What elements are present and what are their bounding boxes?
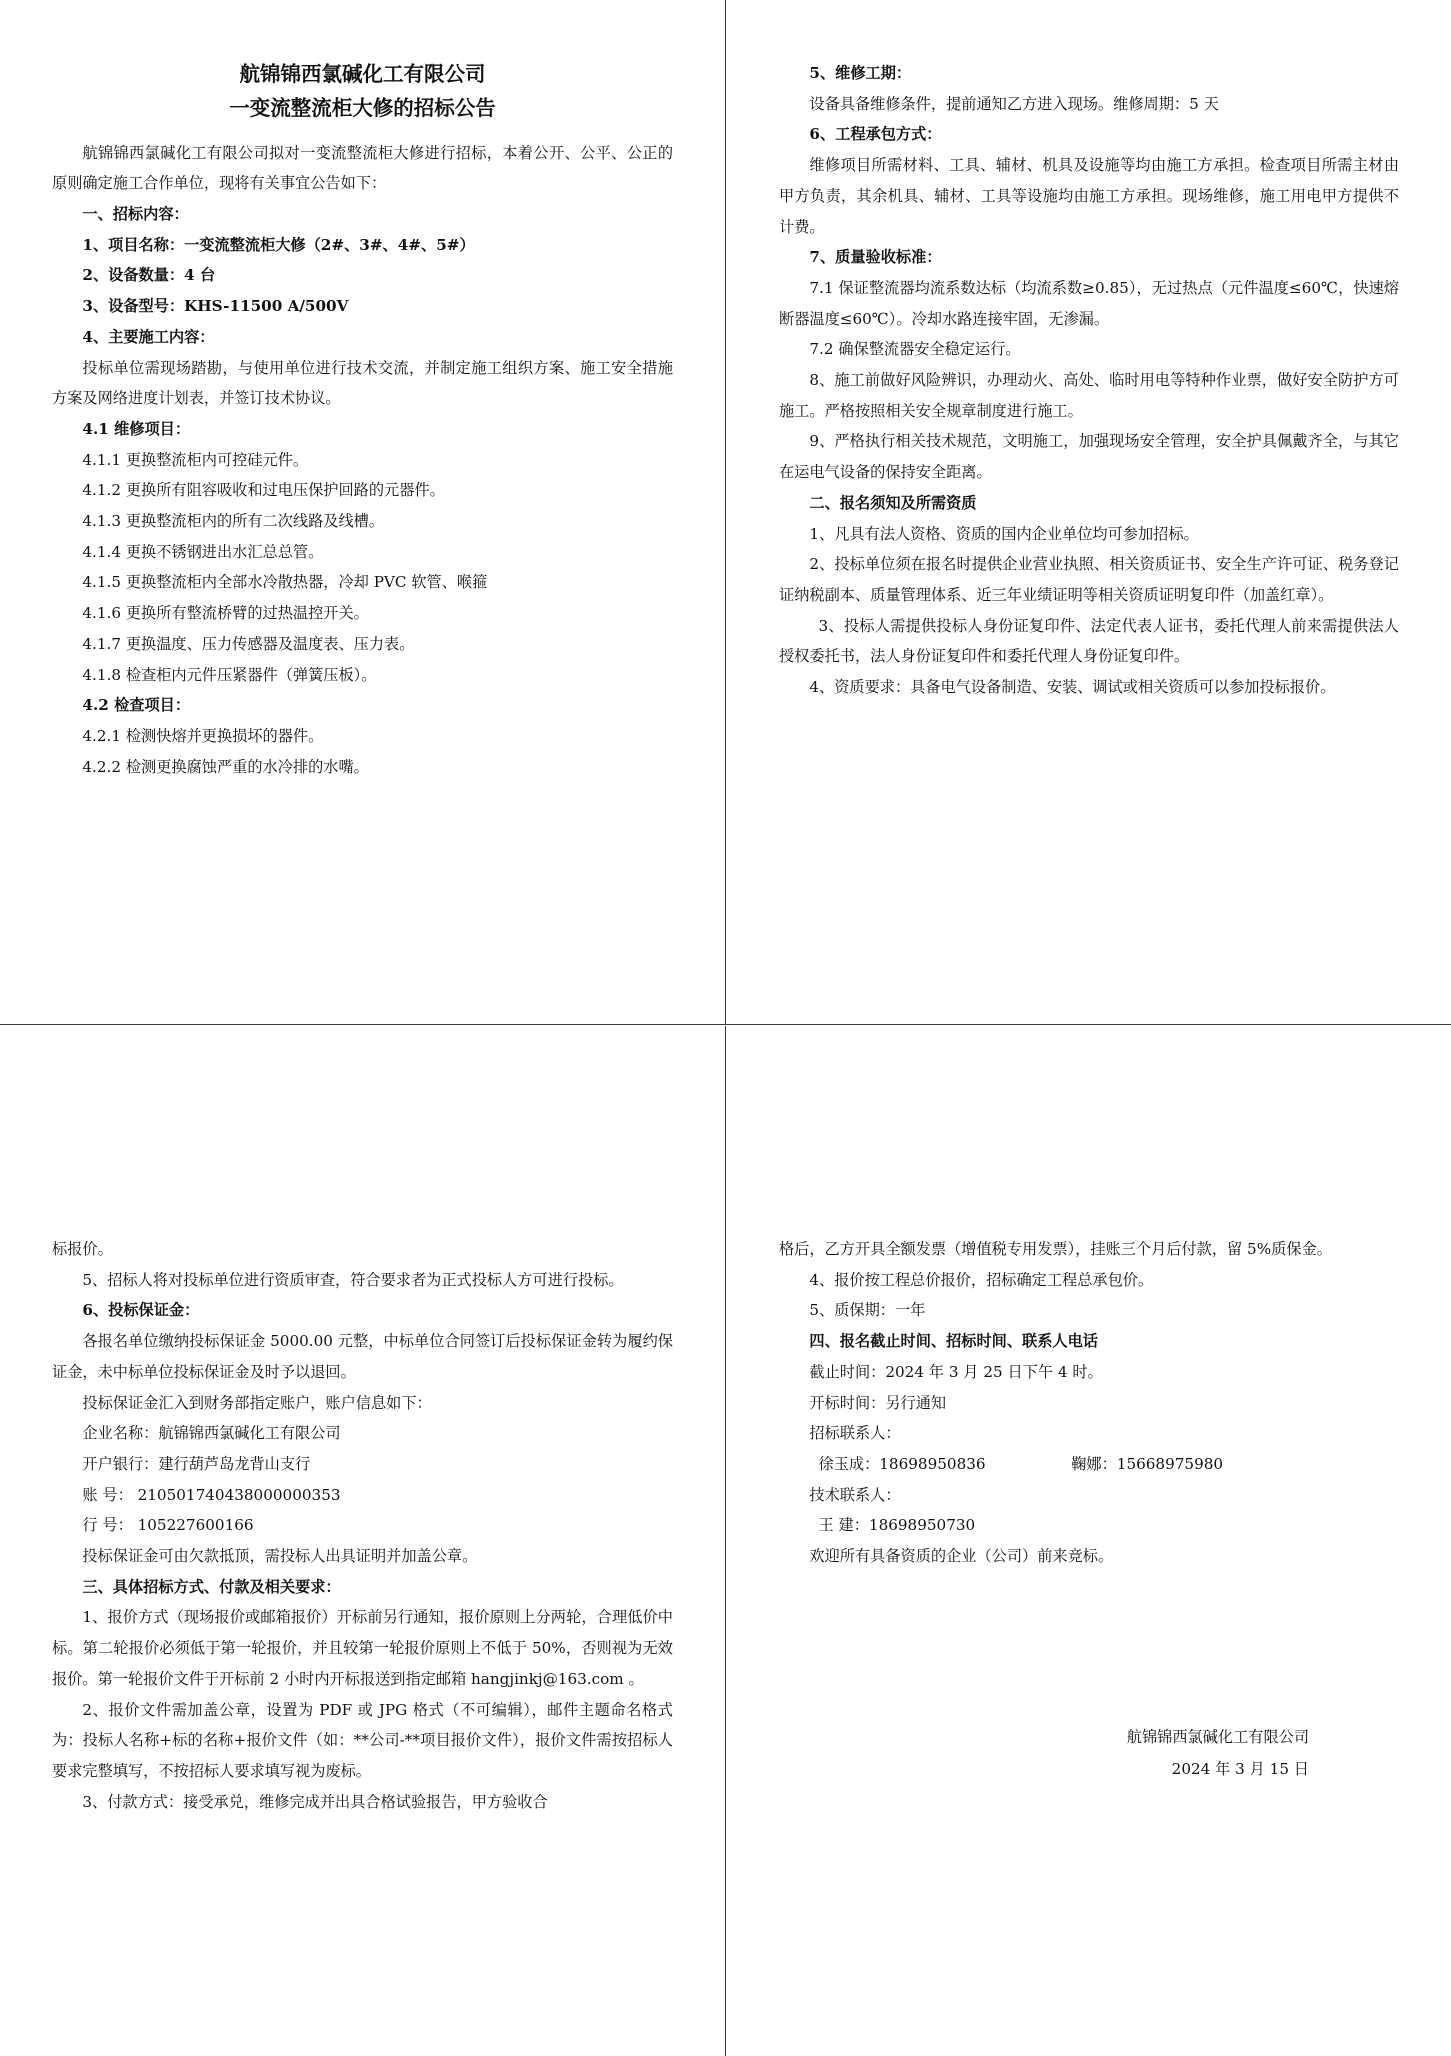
- page-2-left-body: [0, 1026, 725, 1817]
- contact-person-1: 徐玉成：18698950836: [818, 1454, 986, 1473]
- item-6-body: 维修项目所需材料、工具、辅材、机具及设施等均由施工方承担。检查项目所需主材由甲方负责，其余机具、辅材、工具等设施均由施工方承担。现场维修，施工用电甲方提供不计费。: [779, 156, 1399, 236]
- item-4-1-7: 4.1.7 更换温度、压力传感器及温度表、压力表。: [82, 634, 415, 653]
- item-4-2-2: 4.2.2 检测更换腐蚀严重的水冷排的水嘴。: [82, 757, 369, 776]
- signature-block: [779, 1722, 1399, 1786]
- page-1-right-body: [727, 0, 1451, 703]
- tech-contact-person: 王 建：18698950730: [818, 1516, 976, 1535]
- section-2-item-2: 2、投标单位须在报名时提供企业营业执照、相关资质证书、安全生产许可证、税务登记证纳税副本、质量管理体系、近三年业绩证明等相关资质证明复印件（加盖红章）。: [779, 555, 1399, 604]
- section-2-item-5: 5、招标人将对投标单位进行资质审查，符合要求者为正式投标人方可进行投标。: [82, 1270, 624, 1289]
- item-9: 9、严格执行相关技术规范，文明施工，加强现场安全管理，安全护具佩戴齐全，与其它在运电气设备的保持安全距离。: [779, 432, 1399, 482]
- section-2-heading: 二、报名须知及所需资质: [809, 493, 977, 512]
- welcome-note: 欢迎所有具备资质的企业（公司）前来竞标。: [809, 1547, 1114, 1566]
- section-2-item-4: 4、资质要求：具备电气设备制造、安装、调试或相关资质可以参加投标报价。: [809, 678, 1336, 697]
- section-4-heading: 四、报名截止时间、招标时间、联系人电话: [809, 1332, 1098, 1351]
- item-3-equipment-model: 3、设备型号：KHS-11500 A/500V: [82, 297, 349, 316]
- section-4-1-heading: 4.1 维修项目：: [82, 419, 191, 438]
- title-line-1: 航锦锦西氯碱化工有限公司: [239, 62, 486, 86]
- section-3-heading: 三、具体招标方式、付款及相关要求：: [82, 1577, 341, 1596]
- account-bank: 开户银行：建行葫芦岛龙背山支行: [82, 1454, 311, 1473]
- bid-open-time: 开标时间：另行通知: [809, 1393, 947, 1412]
- section-1-heading: 一、招标内容：: [82, 205, 189, 224]
- page-1-left-column: [0, 0, 726, 1024]
- account-company-name: 企业名称：航锦锦西氯碱化工有限公司: [82, 1424, 341, 1443]
- document-page-1: [0, 0, 1451, 1025]
- top-whitespace: [52, 1084, 673, 1234]
- contact-person-2: 鞠娜：15668975980: [1071, 1454, 1224, 1473]
- signature-date: 2024 年 3 月 15 日: [1171, 1759, 1309, 1778]
- signature-gap: [779, 1572, 1399, 1722]
- section-3-item-5: 5、质保期：一年: [809, 1301, 926, 1320]
- section-3-item-2: 2、报价文件需加盖公章，设置为 PDF 或 JPG 格式（不可编辑），邮件主题命名格式为：投标人名称+标的名称+报价文件（如：**公司-**项目报价文件），报价文件需按招标人要求完整填写，不按招标人要求填写视为废标。: [52, 1700, 673, 1780]
- item-4-2-1: 4.2.1 检测快熔并更换损坏的器件。: [82, 726, 324, 745]
- page-2-right-body: [727, 1026, 1451, 1786]
- section-3-item-3: 3、付款方式：接受承兑，维修完成并出具合格试验报告，甲方验收合: [82, 1792, 548, 1811]
- item-4-1-3: 4.1.3 更换整流柜内的所有二次线路及线槽。: [82, 512, 385, 531]
- item-4-heading: 4、主要施工内容：: [82, 327, 215, 346]
- item-4-1-1: 4.1.1 更换整流柜内可控硅元件。: [82, 450, 309, 469]
- deposit-note: 投标保证金可由欠款抵顶，需投标人出具证明并加盖公章。: [82, 1547, 478, 1566]
- item-2-equipment-count: 2、设备数量：4 台: [82, 266, 216, 285]
- item-8: 8、施工前做好风险辨识，办理动火、高处、临时用电等特种作业票，做好安全防护方可施工。严格按照相关安全规章制度进行施工。: [779, 371, 1399, 420]
- account-number: 账 号： 210501740438000000353: [82, 1485, 341, 1504]
- document-page-2: [0, 1026, 1451, 2056]
- tech-contact-heading: 技术联系人：: [809, 1485, 901, 1504]
- item-4-1-4: 4.1.4 更换不锈钢进出水汇总总管。: [82, 542, 324, 561]
- contact-row: [779, 1449, 1399, 1480]
- document-title: [0, 0, 725, 138]
- item-6-heading: 6、工程承包方式：: [809, 125, 942, 144]
- item-4-1-8: 4.1.8 检查柜内元件压紧器件（弹簧压板）。: [82, 665, 377, 684]
- item-7-2: 7.2 确保整流器安全稳定运行。: [809, 340, 1021, 359]
- item-5-body: 设备具备维修条件，提前通知乙方进入现场。维修周期：5 天: [809, 94, 1219, 113]
- title-line-2: 一变流整流柜大修的招标公告: [229, 95, 496, 120]
- item-5-heading: 5、维修工期：: [809, 64, 912, 82]
- deadline-time: 截止时间：2024 年 3 月 25 日下午 4 时。: [809, 1362, 1103, 1381]
- section-3-item-1: 1、报价方式（现场报价或邮箱报价）开标前另行通知，报价原则上分两轮，合理低价中标。第二轮报价必须低于第一轮报价，并且较第一轮报价原则上不低于 50%，否则视为无效报价。第一轮报价文件于开标前 2 小时内开标报送到指定邮箱 hangjinkj@163.com 。: [52, 1608, 673, 1688]
- item-7-1: 7.1 保证整流器均流系数达标（均流系数≥0.85），无过热点（元件温度≤60℃，快速熔断器温度≤60℃）。冷却水路连接牢固，无渗漏。: [779, 278, 1399, 328]
- intro-paragraph: 航锦锦西氯碱化工有限公司拟对一变流整流柜大修进行招标，本着公开、公平、公正的原则确定施工合作单位，现将有关事宜公告如下：: [52, 143, 673, 193]
- page-2-left-column: [0, 1026, 726, 2056]
- section-2-item-6-heading: 6、投标保证金：: [82, 1301, 200, 1320]
- section-2-item-1: 1、凡具有法人资格、资质的国内企业单位均可参加招标。: [809, 524, 1199, 543]
- item-7-heading: 7、质量验收标准：: [809, 248, 942, 267]
- item-4-1-2: 4.1.2 更换所有阻容吸收和过电压保护回路的元器件。: [82, 481, 445, 500]
- section-3-item-4: 4、报价按工程总价报价，招标确定工程总承包价。: [809, 1270, 1154, 1289]
- section-2-item-6-body: 各报名单位缴纳投标保证金 5000.00 元整，中标单位合同签订后投标保证金转为履约保证金，未中标单位投标保证金及时予以退回。: [52, 1332, 673, 1381]
- page-2-right-column: [727, 1026, 1451, 2056]
- contact-heading: 招标联系人：: [809, 1424, 901, 1443]
- section-2-item-3: 3、投标人需提供投标人身份证复印件、法定代表人证书，委托代理人前来需提供法人授权委托书，法人身份证复印件和委托代理人身份证复印件。: [779, 616, 1399, 666]
- account-bank-code: 行 号： 105227600166: [82, 1516, 254, 1535]
- section-3-item-3-continued: 格后，乙方开具全额发票（增值税专用发票），挂账三个月后付款，留 5%质保金。: [779, 1240, 1332, 1258]
- page-1-left-body: [0, 138, 725, 783]
- section-2-item-4-continued: 标报价。: [52, 1240, 113, 1258]
- item-4-1-6: 4.1.6 更换所有整流桥臂的过热温控开关。: [82, 604, 369, 623]
- top-whitespace-right: [779, 1084, 1399, 1234]
- item-4-1-5: 4.1.5 更换整流柜内全部水冷散热器，冷却 PVC 软管、喉箍: [82, 573, 488, 592]
- account-intro: 投标保证金汇入到财务部指定账户，账户信息如下：: [82, 1393, 432, 1412]
- item-1-project-name: 1、项目名称：一变流整流柜大修（2#、3#、4#、5#）: [82, 235, 475, 254]
- item-4-body: 投标单位需现场踏勘，与使用单位进行技术交流，并制定施工组织方案、施工安全措施方案及网络进度计划表，并签订技术协议。: [52, 358, 673, 408]
- signature-company: 航锦锦西氯碱化工有限公司: [1126, 1727, 1309, 1746]
- section-4-2-heading: 4.2 检查项目：: [82, 696, 191, 715]
- page-1-right-column: [727, 0, 1451, 1024]
